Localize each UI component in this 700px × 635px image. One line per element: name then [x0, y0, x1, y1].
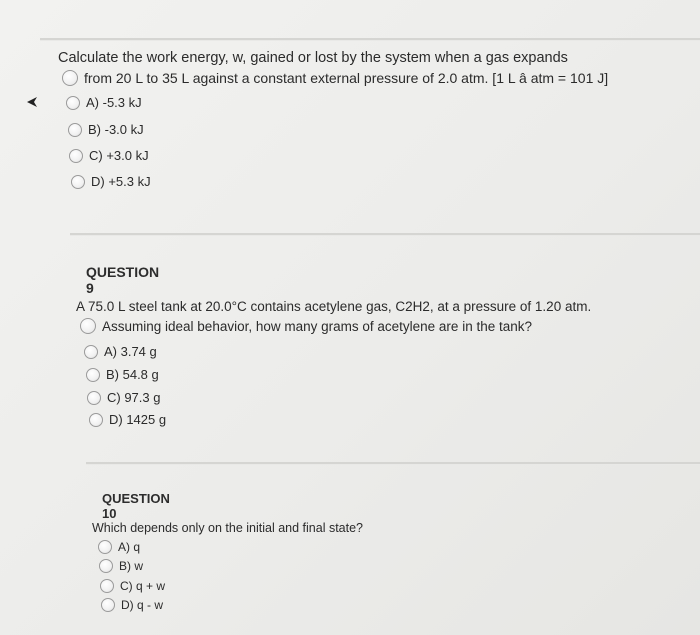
question-9-option-c[interactable]	[87, 390, 160, 405]
question-9-prompt-radio[interactable]	[80, 318, 96, 334]
top-divider	[40, 38, 700, 41]
question-9-option-b[interactable]	[86, 367, 159, 382]
radio-a[interactable]	[66, 96, 80, 110]
question-9-text-line2: Assuming ideal behavior, how many grams of acetylene are in the tank?	[102, 318, 532, 334]
radio-a[interactable]	[98, 540, 112, 554]
question-10-text-line1: Which depends only on the initial and final state?	[92, 521, 364, 535]
question-8-prompt-radio[interactable]	[62, 70, 78, 86]
option-label: C) 97.3 g	[107, 390, 161, 405]
question-8-prompt-row	[62, 68, 608, 88]
question-9-text-line1: A 75.0 L steel tank at 20.0°C contains acetylene gas, C2H2, at a pressure of 1.20 atm.	[76, 299, 592, 314]
cursor-arrow-icon	[26, 96, 38, 108]
divider-q8-q9	[70, 233, 700, 236]
question-8-option-a[interactable]	[66, 95, 142, 110]
radio-d[interactable]	[89, 413, 103, 427]
question-8-text-line2: from 20 L to 35 L against a constant external pressure of 2.0 atm. [1 L â atm = 101 J]	[84, 70, 609, 86]
question-9-title: QUESTION 9	[86, 264, 160, 296]
question-8-option-c[interactable]	[69, 148, 149, 163]
question-10-option-a[interactable]	[98, 540, 140, 554]
option-label: D) q - w	[121, 598, 163, 612]
option-label: D) +5.3 kJ	[91, 174, 151, 189]
radio-c[interactable]	[100, 579, 114, 593]
radio-b[interactable]	[86, 368, 100, 382]
question-9-prompt-row	[80, 318, 532, 334]
radio-b[interactable]	[68, 123, 82, 137]
question-10-option-c[interactable]	[100, 579, 165, 593]
radio-d[interactable]	[71, 175, 85, 189]
radio-d[interactable]	[101, 598, 115, 612]
radio-c[interactable]	[69, 149, 83, 163]
radio-c[interactable]	[87, 391, 101, 405]
question-9-option-d[interactable]	[89, 412, 166, 427]
option-label: B) w	[119, 559, 143, 573]
question-10-option-b[interactable]	[99, 559, 143, 573]
option-label: A) -5.3 kJ	[86, 95, 142, 110]
option-label: A) 3.74 g	[104, 344, 157, 359]
question-8-text-line1: Calculate the work energy, w, gained or lost by the system when a gas expands	[58, 50, 568, 66]
radio-b[interactable]	[99, 559, 113, 573]
option-label: D) 1425 g	[109, 412, 167, 427]
option-label: B) 54.8 g	[106, 367, 159, 382]
option-label: C) +3.0 kJ	[89, 148, 149, 163]
option-label: A) q	[118, 540, 141, 554]
radio-a[interactable]	[84, 345, 98, 359]
option-label: B) -3.0 kJ	[88, 122, 144, 137]
divider-q9-q10	[86, 462, 700, 465]
question-10-title: QUESTION 10	[102, 491, 170, 521]
question-9-option-a[interactable]	[84, 344, 157, 359]
option-label: C) q + w	[120, 579, 166, 593]
question-8-option-b[interactable]	[68, 122, 144, 137]
question-8-option-d[interactable]	[71, 174, 151, 189]
question-10-option-d[interactable]	[101, 598, 163, 612]
